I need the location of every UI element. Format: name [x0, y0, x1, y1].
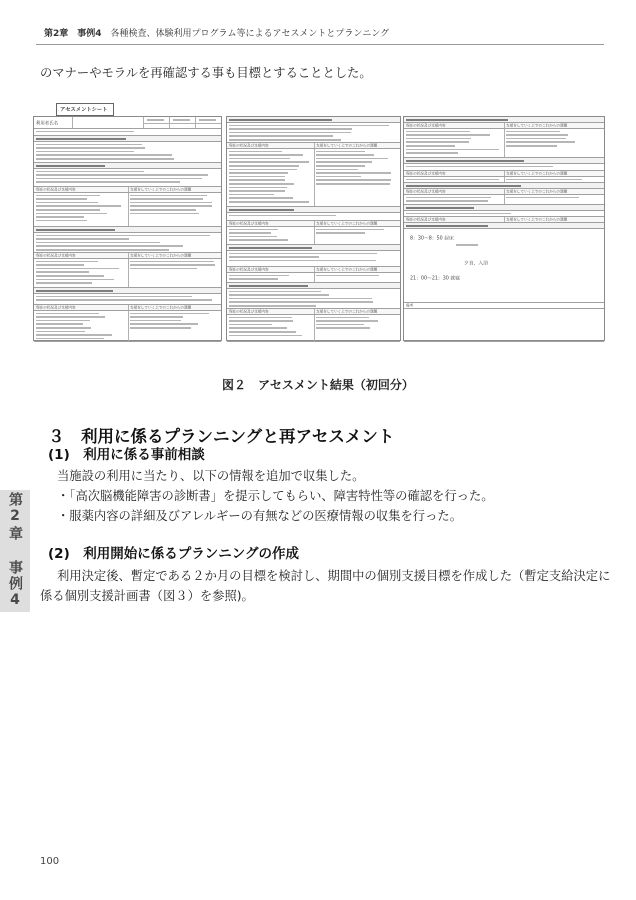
- illegible-text-line: [316, 232, 365, 234]
- sheet-section: [34, 294, 221, 305]
- illegible-text-line: [229, 298, 372, 300]
- illegible-text-line: [36, 238, 129, 240]
- sheet-column: [226, 116, 401, 341]
- section-heading-text: [229, 209, 294, 211]
- column-divider: [314, 315, 315, 341]
- illegible-text-line: [229, 305, 316, 307]
- subsection-1-bullet: ・服薬内容の詳細及びアレルギーの有無などの医療情報の収集を行った。: [57, 509, 462, 523]
- illegible-text-line: [229, 132, 351, 134]
- status-column-label: 現在の状況及び支援内容: [36, 305, 76, 310]
- sheet-section: [34, 117, 221, 129]
- schedule-evening-entry: 夕食、入浴: [464, 260, 488, 266]
- running-header-title: 各種検査、体験利用プログラム等によるアセスメントとプランニング: [110, 29, 390, 39]
- illegible-text-line: [199, 119, 216, 121]
- illegible-text-line: [36, 249, 169, 251]
- column-divider: [314, 309, 315, 314]
- illegible-text-line: [229, 125, 389, 127]
- illegible-text-line: [406, 197, 491, 199]
- sheet-section: [34, 311, 221, 342]
- column-divider: [128, 311, 129, 341]
- column-divider: [504, 189, 505, 194]
- illegible-text-line: [316, 327, 370, 329]
- illegible-text-line: [229, 331, 296, 333]
- illegible-text-line: [36, 220, 87, 222]
- illegible-text-line: [229, 232, 271, 234]
- illegible-text-line: [36, 261, 98, 263]
- illegible-text-line: [36, 268, 119, 270]
- header-rule: [36, 44, 604, 45]
- illegible-text-line: [229, 139, 341, 141]
- column-divider: [504, 177, 505, 182]
- illegible-text-line: [406, 131, 470, 133]
- illegible-text-line: [229, 172, 288, 174]
- illegible-text-line: [506, 145, 557, 147]
- sheet-section: [404, 309, 604, 342]
- illegible-text-line: [229, 179, 285, 181]
- illegible-text-line: [406, 134, 490, 136]
- illegible-text-line: [130, 327, 191, 329]
- illegible-text-line: [229, 317, 292, 319]
- illegible-text-line: [229, 291, 321, 293]
- illegible-text-line: [36, 275, 104, 277]
- illegible-text-line: [36, 131, 134, 133]
- illegible-text-line: [130, 320, 181, 322]
- cell-divider: [72, 117, 73, 128]
- illegible-text-line: [229, 151, 282, 153]
- sheet-section: [34, 233, 221, 253]
- illegible-text-line: [36, 144, 142, 146]
- sheet-section: [34, 193, 221, 227]
- illegible-text-line: [229, 229, 278, 231]
- illegible-text-line: [456, 244, 478, 246]
- illegible-text-line: [130, 316, 183, 318]
- illegible-text-line: [36, 323, 83, 325]
- issues-column-label: 支援をしていく上でのこれからの課題: [130, 305, 192, 310]
- illegible-text-line: [36, 316, 105, 318]
- subsection-2-line: 係る個別支援計画書（図３）を参照)。: [40, 589, 254, 603]
- illegible-text-line: [406, 145, 455, 147]
- status-column-label: 現在の状況及び支援内容: [406, 123, 446, 128]
- illegible-text-line: [316, 229, 384, 231]
- cell-divider: [143, 123, 221, 124]
- illegible-text-line: [406, 149, 499, 151]
- sheet-section: [34, 259, 221, 288]
- sheet-section: [227, 213, 400, 221]
- illegible-text-line: [406, 152, 458, 154]
- sheet-section: [227, 227, 400, 245]
- illegible-text-line: [229, 253, 377, 255]
- intro-line: のマナーやモラルを再確認する事も目標とすることとした。: [40, 66, 372, 80]
- illegible-text-line: [36, 154, 172, 156]
- running-header-chapter: 第2章 事例4: [44, 29, 102, 39]
- illegible-text-line: [229, 327, 287, 329]
- illegible-text-line: [506, 138, 566, 140]
- illegible-text-line: [229, 335, 302, 337]
- column-divider: [128, 253, 129, 258]
- illegible-text-line: [506, 197, 579, 199]
- illegible-text-line: [316, 317, 369, 319]
- illegible-text-line: [406, 141, 469, 143]
- illegible-text-line: [130, 313, 209, 315]
- illegible-text-line: [229, 165, 299, 167]
- column-divider: [128, 259, 129, 287]
- illegible-text-line: [316, 151, 365, 153]
- illegible-text-line: [130, 264, 215, 266]
- issues-column-label: 支援をしていく上でのこれからの課題: [130, 187, 192, 192]
- illegible-text-line: [36, 174, 208, 176]
- illegible-text-line: [36, 320, 90, 322]
- status-column-label: 現在の状況及び支援内容: [229, 267, 269, 272]
- status-column-label: 現在の状況及び支援内容: [229, 309, 269, 314]
- issues-column-label: 支援をしていく上でのこれからの課題: [316, 143, 378, 148]
- illegible-text-line: [316, 169, 358, 171]
- status-column-label: 現在の状況及び支援内容: [229, 143, 269, 148]
- sheet-section: [227, 149, 400, 207]
- illegible-text-line: [130, 205, 212, 207]
- sheet-column: [33, 116, 222, 341]
- subsection-1-heading: (1) 利用に係る事前相談: [48, 447, 205, 463]
- illegible-text-line: [506, 131, 560, 133]
- illegible-text-line: [229, 158, 290, 160]
- status-column-label: 現在の状況及び支援内容: [36, 253, 76, 258]
- illegible-text-line: [316, 165, 365, 167]
- illegible-text-line: [36, 245, 183, 247]
- illegible-text-line: [229, 236, 277, 238]
- section-heading-text: [406, 207, 474, 209]
- sheet-section: [227, 251, 400, 267]
- status-column-label: 現在の状況及び支援内容: [229, 221, 269, 226]
- column-divider: [314, 267, 315, 272]
- illegible-text-line: [36, 242, 160, 244]
- page-number: 100: [40, 856, 60, 867]
- status-column-label: 現在の状況及び支援内容: [406, 217, 446, 222]
- illegible-text-line: [36, 195, 100, 197]
- illegible-text-line: [406, 213, 511, 215]
- illegible-text-line: [229, 190, 285, 192]
- issues-column-label: 支援をしていく上でのこれからの課題: [316, 221, 378, 226]
- illegible-text-line: [36, 151, 134, 153]
- illegible-text-line: [36, 181, 180, 183]
- column-divider: [128, 187, 129, 192]
- illegible-text-line: [229, 275, 289, 277]
- sheet-section: [404, 195, 604, 205]
- illegible-text-line: [316, 158, 388, 160]
- sheet-section: [34, 129, 221, 136]
- subsection-1-bullet: ・「高次脳機能障害の診断書」を提示してもらい、障害特性等の確認を行った。: [57, 489, 494, 503]
- section-heading-text: [406, 119, 508, 121]
- illegible-text-line: [36, 296, 192, 298]
- illegible-text-line: [130, 198, 203, 200]
- illegible-text-line: [316, 324, 364, 326]
- column-divider: [314, 273, 315, 282]
- illegible-text-line: [316, 154, 374, 156]
- column-divider: [314, 149, 315, 206]
- illegible-text-line: [36, 213, 107, 215]
- illegible-text-line: [36, 171, 144, 173]
- column-divider: [314, 221, 315, 226]
- illegible-text-line: [229, 176, 285, 178]
- subsection-2-heading: (2) 利用開始に係るプランニングの作成: [48, 546, 299, 562]
- sheet-section: [227, 289, 400, 309]
- illegible-text-line: [229, 169, 297, 171]
- illegible-text-line: [173, 119, 190, 121]
- cell-divider: [143, 117, 144, 128]
- status-column-label: 現在の状況及び支援内容: [406, 171, 446, 176]
- illegible-text-line: [130, 213, 199, 215]
- illegible-text-line: [506, 134, 568, 136]
- section-heading-text: [229, 247, 312, 249]
- illegible-text-line: [130, 202, 212, 204]
- illegible-text-line: [229, 187, 287, 189]
- illegible-text-line: [229, 256, 319, 258]
- illegible-text-line: [229, 320, 293, 322]
- illegible-text-line: [36, 279, 114, 281]
- illegible-text-line: [229, 324, 272, 326]
- status-column-label: 現在の状況及び支援内容: [36, 187, 76, 192]
- sheet-section: [34, 142, 221, 163]
- illegible-text-line: [229, 128, 352, 130]
- illegible-text-line: [229, 197, 293, 199]
- section-heading: ３ 利用に係るプランニングと再アセスメント: [48, 427, 395, 446]
- column-divider: [128, 193, 129, 226]
- illegible-text-line: [316, 179, 391, 181]
- illegible-text-line: [36, 158, 174, 160]
- illegible-text-line: [316, 176, 361, 178]
- illegible-text-line: [36, 334, 112, 336]
- illegible-text-line: [130, 268, 197, 270]
- illegible-text-line: [36, 216, 84, 218]
- column-divider: [314, 227, 315, 244]
- illegible-text-line: [36, 178, 202, 180]
- running-header: [44, 30, 389, 39]
- column-divider: [504, 217, 505, 222]
- illegible-text-line: [36, 235, 210, 237]
- illegible-text-line: [36, 299, 212, 301]
- illegible-text-line: [36, 264, 84, 266]
- illegible-text-line: [506, 141, 575, 143]
- illegible-text-line: [36, 205, 121, 207]
- assessment-sheet-figure: [30, 96, 608, 346]
- illegible-text-line: [229, 183, 294, 185]
- schedule-sleep-entry: 21：00〜21：30 就寝: [410, 275, 460, 281]
- section-heading-text: [406, 160, 524, 162]
- illegible-text-line: [36, 209, 100, 211]
- illegible-text-line: [36, 202, 98, 204]
- illegible-text-line: [229, 135, 333, 137]
- chapter-side-tab: [0, 490, 30, 612]
- cell-divider: [169, 117, 170, 128]
- sheet-section: [404, 129, 604, 158]
- column-divider: [128, 305, 129, 310]
- illegible-text-line: [229, 161, 309, 163]
- sheet-section: [227, 273, 400, 283]
- issues-column-label: 支援をしていく上でのこれからの課題: [506, 217, 568, 222]
- cell-divider: [195, 117, 196, 128]
- illegible-text-line: [229, 260, 376, 262]
- section-heading-text: [229, 285, 308, 287]
- issues-column-label: 支援をしていく上でのこれからの課題: [316, 267, 378, 272]
- issues-column-label: 支援をしていく上でのこれからの課題: [316, 309, 378, 314]
- sheet-section: [227, 123, 400, 143]
- sheet-section: [34, 169, 221, 187]
- subsection-1-line: 当施設の利用に当たり、以下の情報を追加で収集した。: [57, 469, 365, 483]
- illegible-text-line: [229, 154, 303, 156]
- illegible-text-line: [36, 271, 89, 273]
- issues-column-label: 支援をしていく上でのこれからの課題: [506, 123, 568, 128]
- illegible-text-line: [229, 215, 336, 217]
- issues-column-label: 支援をしていく上でのこれからの課題: [506, 171, 568, 176]
- illegible-text-line: [406, 138, 471, 140]
- illegible-text-line: [406, 200, 488, 202]
- issues-column-label: 支援をしていく上でのこれからの課題: [506, 189, 568, 194]
- user-name-label: 利用者氏名: [36, 119, 58, 125]
- illegible-text-line: [130, 261, 214, 263]
- column-divider: [314, 143, 315, 148]
- illegible-text-line: [229, 239, 288, 241]
- illegible-text-line: [229, 194, 274, 196]
- schedule-wake-entry: 8：30〜8：50 起床: [410, 235, 454, 241]
- illegible-text-line: [316, 161, 372, 163]
- illegible-text-line: [36, 331, 85, 333]
- subsection-2-line: 利用決定後、暫定である２か月の目標を検討し、期間中の個別支援目標を作成した（暫定支給決定に: [57, 569, 611, 583]
- illegible-text-line: [406, 166, 553, 168]
- illegible-text-line: [506, 179, 582, 181]
- illegible-text-line: [406, 179, 499, 181]
- column-divider: [504, 129, 505, 157]
- section-heading-text: [36, 290, 113, 292]
- illegible-text-line: [36, 198, 87, 200]
- section-heading-text: [36, 229, 115, 231]
- illegible-text-line: [229, 201, 309, 203]
- illegible-text-line: [147, 119, 164, 121]
- illegible-text-line: [36, 327, 91, 329]
- illegible-text-line: [130, 323, 198, 325]
- column-divider: [504, 123, 505, 128]
- illegible-text-line: [36, 338, 104, 340]
- status-column-label: 現在の状況及び支援内容: [406, 189, 446, 194]
- section-heading-text: [406, 225, 488, 227]
- section-heading-text: [36, 165, 105, 167]
- figure-caption: 図２ アセスメント結果（初回分）: [222, 378, 414, 392]
- illegible-text-line: [229, 294, 329, 296]
- sheet-section: [227, 315, 400, 342]
- column-divider: [504, 171, 505, 176]
- illegible-text-line: [229, 301, 373, 303]
- illegible-text-line: [36, 313, 99, 315]
- illegible-text-line: [316, 183, 390, 185]
- column-divider: [504, 195, 505, 204]
- illegible-text-line: [229, 278, 278, 280]
- chapter-side-tab-label: 第2章 事例4: [7, 492, 23, 610]
- section-heading-text: [36, 138, 126, 140]
- illegible-text-line: [36, 282, 92, 284]
- illegible-text-line: [36, 147, 145, 149]
- remarks-label: 備考: [406, 303, 414, 308]
- issues-column-label: 支援をしていく上でのこれからの課題: [130, 253, 192, 258]
- section-heading-text: [229, 119, 332, 121]
- illegible-text-line: [316, 275, 379, 277]
- illegible-text-line: [316, 320, 378, 322]
- illegible-text-line: [316, 172, 391, 174]
- illegible-text-line: [130, 209, 196, 211]
- sheet-column: [403, 116, 605, 341]
- section-heading-text: [406, 185, 521, 187]
- sheet-title-box: [56, 103, 114, 116]
- sheet-section: [404, 229, 604, 303]
- illegible-text-line: [130, 195, 207, 197]
- sheet-title: アセスメントシート: [60, 105, 108, 112]
- sheet-section: [404, 164, 604, 171]
